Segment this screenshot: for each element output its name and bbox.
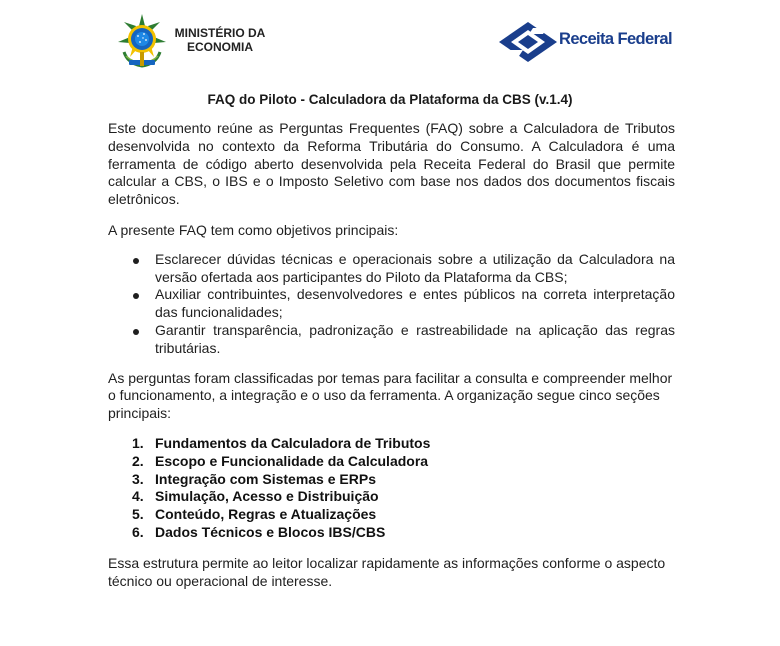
section-label: Escopo e Funcionalidade da Calculadora — [155, 452, 429, 469]
bullet-icon — [133, 258, 139, 264]
list-item — [108, 506, 675, 524]
section-number: 2. — [132, 452, 144, 469]
section-label: Fundamentos da Calculadora de Tributos — [155, 434, 431, 451]
section-label: Integração com Sistemas e ERPs — [155, 470, 376, 487]
ministry-name — [174, 26, 266, 54]
objective-text: Auxiliar contribuintes, desenvolvedores e entes públicos na correta interpretação das funcionalidades; — [155, 286, 675, 321]
sections-list — [108, 435, 675, 542]
list-item — [108, 524, 675, 542]
list-item — [108, 453, 675, 471]
section-number: 6. — [132, 523, 144, 540]
section-number: 3. — [132, 470, 144, 487]
objectives-list — [108, 251, 675, 358]
receita-federal-logo-icon — [497, 20, 559, 64]
section-label: Dados Técnicos e Blocos IBS/CBS — [155, 523, 386, 540]
closing-paragraph: Essa estrutura permite ao leitor localizar rapidamente as informações conforme o aspecto técnico ou operacional de interesse. — [108, 554, 666, 589]
brazil-coat-of-arms-icon — [114, 12, 170, 70]
section-label: Simulação, Acesso e Distribuição — [155, 488, 379, 505]
agency-name: Receita Federal — [559, 30, 672, 48]
objectives-intro: A presente FAQ tem como objetivos principais: — [108, 221, 399, 238]
list-item — [108, 286, 675, 322]
document-title: FAQ do Piloto - Calculadora da Plataforma da CBS (v.1.4) — [207, 92, 573, 107]
document-header — [0, 0, 780, 80]
ministry-name-line2: ECONOMIA — [187, 40, 253, 54]
section-number: 1. — [132, 434, 144, 451]
document-body — [108, 120, 675, 590]
list-item — [108, 322, 675, 358]
intro-paragraph: Este documento reúne as Perguntas Frequentes (FAQ) sobre a Calculadora de Tributos desenvolvida no contexto da Reforma Tributária do Consumo. A Calculadora é uma ferramenta de código aberto desenvolvida pela Receita Federal do Brasil que permite calcular a CBS, o IBS e o Imposto Seletivo com base nos dados dos documentos fiscais eletrônicos. — [108, 120, 675, 208]
list-item — [108, 471, 675, 489]
section-number: 4. — [132, 488, 144, 505]
objective-text: Garantir transparência, padronização e rastreabilidade na aplicação das regras tributárias. — [155, 321, 675, 356]
list-item — [108, 488, 675, 506]
ministry-name-line1: MINISTÉRIO DA — [174, 26, 266, 40]
list-item — [108, 435, 675, 453]
bullet-icon — [133, 329, 139, 335]
objective-text: Esclarecer dúvidas técnicas e operacionais sobre a utilização da Calculadora na versão ofertada aos participantes do Piloto da Plataforma da CBS; — [155, 250, 675, 285]
sections-intro: As perguntas foram classificadas por temas para facilitar a consulta e compreender melhor o funcionamento, a integração e o uso da ferramenta. A organização segue cinco seções principais: — [108, 369, 673, 422]
section-label: Conteúdo, Regras e Atualizações — [155, 506, 377, 523]
list-item — [108, 251, 675, 287]
bullet-icon — [133, 293, 139, 299]
section-number: 5. — [132, 506, 144, 523]
